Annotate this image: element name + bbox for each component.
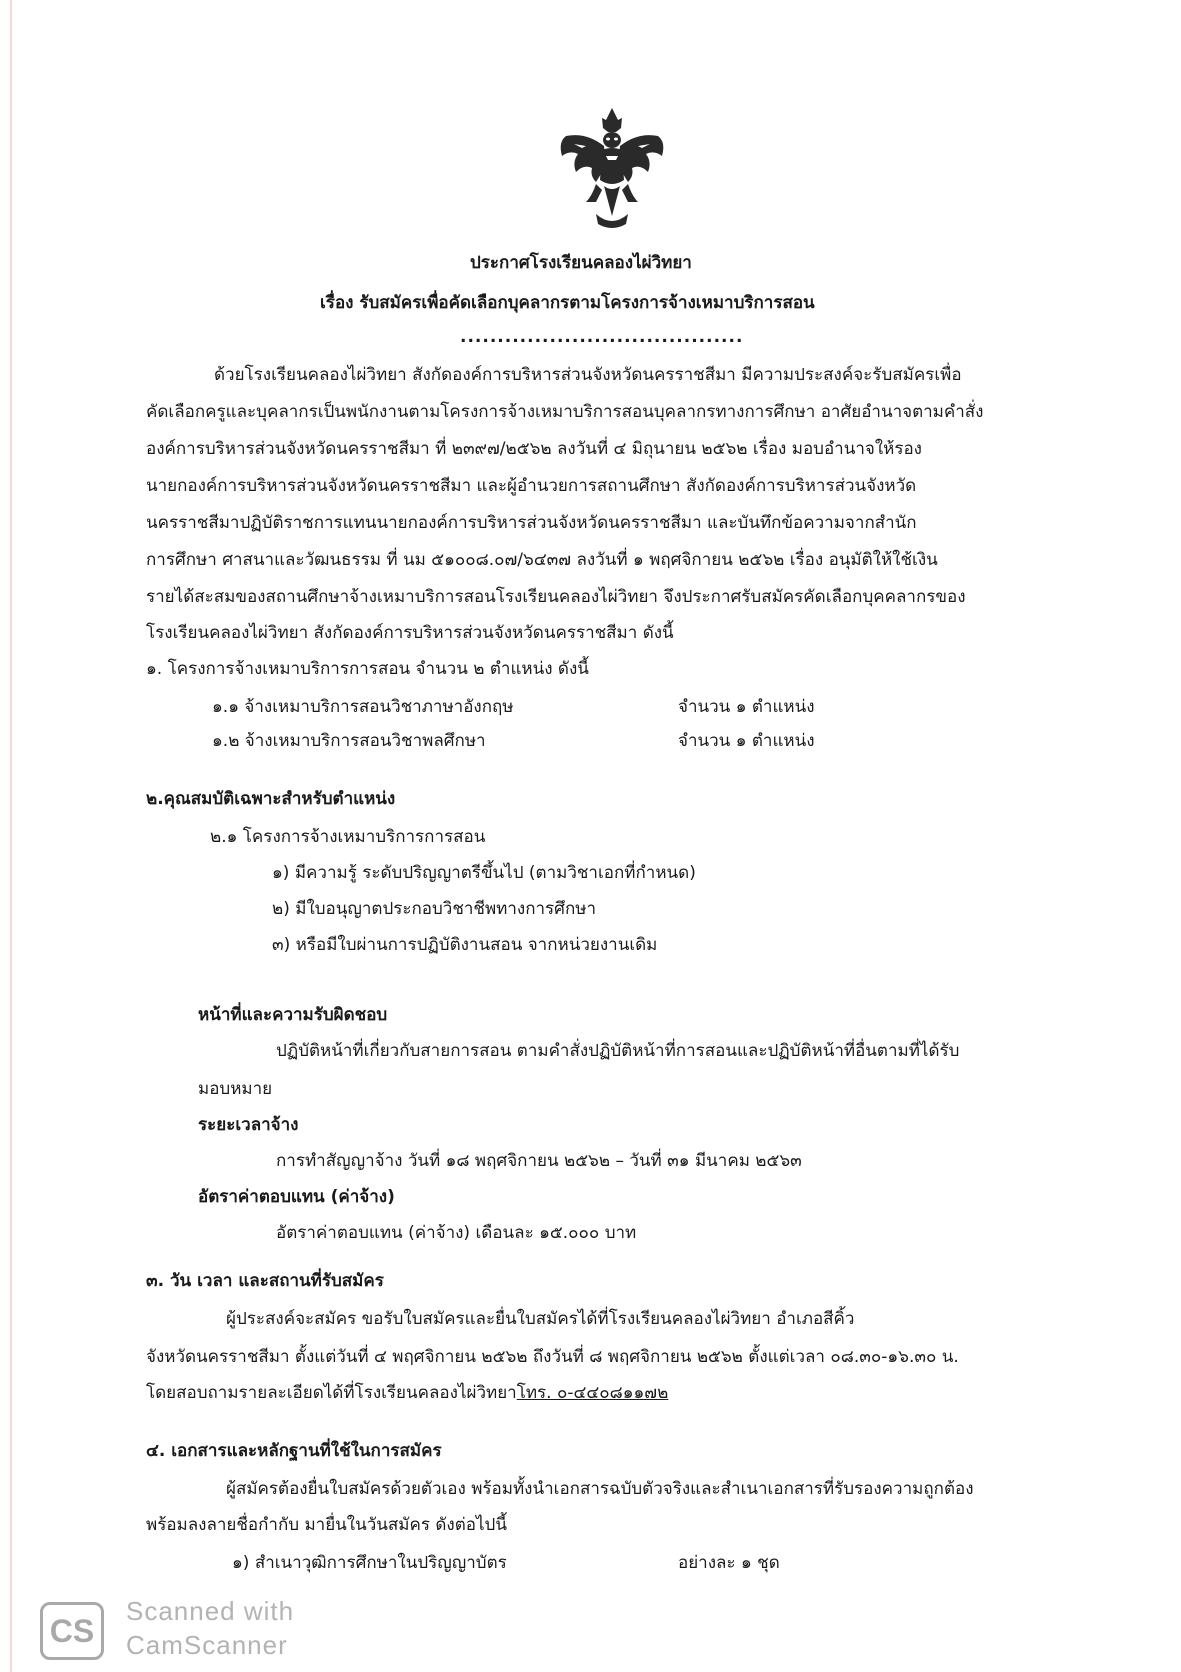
document-item: ๑) สำเนาวุฒิการศึกษาในปริญญาบัตร (232, 1553, 507, 1573)
intro-line: ด้วยโรงเรียนคลองไผ่วิทยา สังกัดองค์การบริหารส่วนจังหวัดนครราชสีมา มีความประสงค์จะรับสมัครเพื่อ (214, 365, 962, 385)
pay-text: อัตราค่าตอบแทน (ค่าจ้าง) เดือนละ ๑๕.๐๐๐ บาท (276, 1223, 637, 1243)
document-item-qty: อย่างละ ๑ ชุด (678, 1553, 780, 1573)
intro-line: คัดเลือกครูและบุคลากรเป็นพนักงานตามโครงการจ้างเหมาบริการสอนบุคลากรทางการศึกษา อาศัยอำนาจตามคำสั่ง (146, 402, 984, 422)
intro-line: รายได้สะสมของสถานศึกษาจ้างเหมาบริการสอนโรงเรียนคลองไผ่วิทยา จึงประกาศรับสมัครคัดเลือกบุคคลากรของ (146, 587, 966, 607)
announcement-subject: เรื่อง รับสมัครเพื่อคัดเลือกบุคลากรตามโครงการจ้างเหมาบริการสอน (320, 293, 815, 313)
page-edge-mark (10, 0, 12, 1672)
duties-heading: หน้าที่และความรับผิดชอบ (198, 1005, 388, 1025)
position-item-name: ๑.๒ จ้างเหมาบริการสอนวิชาพลศึกษา (212, 731, 486, 751)
section-2-subheading: ๒.๑ โครงการจ้างเหมาบริการการสอน (210, 827, 486, 847)
camscanner-logo-icon: CS (40, 1602, 104, 1660)
section-4-heading: ๔. เอกสารและหลักฐานที่ใช้ในการสมัคร (146, 1441, 442, 1461)
section-1-heading: ๑. โครงการจ้างเหมาบริการการสอน จำนวน ๒ ตำแหน่ง ดังนี้ (146, 659, 589, 679)
duties-text: มอบหมาย (198, 1079, 273, 1099)
pay-heading: อัตราค่าตอบแทน (ค่าจ้าง) (198, 1187, 395, 1207)
application-text: ผู้ประสงค์จะสมัคร ขอรับใบสมัครและยื่นใบสมัครได้ที่โรงเรียนคลองไผ่วิทยา อำเภอสีคิ้ว (226, 1309, 855, 1329)
camscanner-watermark (40, 1592, 330, 1670)
application-text (146, 1382, 668, 1404)
section-2-heading: ๒.คุณสมบัติเฉพาะสำหรับตำแหน่ง (146, 789, 396, 809)
title-separator: ...................................... (460, 327, 744, 347)
documents-text: พร้อมลงลายชื่อกำกับ มายื่นในวันสมัคร ดังต่อไปนี้ (146, 1515, 507, 1535)
intro-line: โรงเรียนคลองไผ่วิทยา สังกัดองค์การบริหารส่วนจังหวัดนครราชสีมา ดังนี้ (146, 623, 674, 643)
position-item-name: ๑.๑ จ้างเหมาบริการสอนวิชาภาษาอังกฤษ (212, 697, 514, 717)
garuda-emblem-icon (556, 106, 668, 232)
intro-line: องค์การบริหารส่วนจังหวัดนครราชสีมา ที่ ๒๓๙๗/๒๕๖๒ ลงวันที่ ๔ มิถุนายน ๒๕๖๒ เรื่อง มอบอำนาจให้รอง (146, 439, 922, 459)
watermark-line: CamScanner (126, 1630, 288, 1660)
period-text: การทำสัญญาจ้าง วันที่ ๑๘ พฤศจิกายน ๒๕๖๒ – วันที่ ๓๑ มีนาคม ๒๕๖๓ (276, 1151, 802, 1171)
position-item-count: จำนวน ๑ ตำแหน่ง (678, 697, 815, 717)
watermark-line: Scanned with (126, 1596, 295, 1626)
period-heading: ระยะเวลาจ้าง (198, 1115, 299, 1135)
intro-line: การศึกษา ศาสนาและวัฒนธรรม ที่ นม ๕๑๐๐๘.๐๗/๖๔๓๗ ลงวันที่ ๑ พฤศจิกายน ๒๕๖๒ เรื่อง อนุมัติให้ใช้เงิน (146, 550, 938, 570)
application-text: จังหวัดนครราชสีมา ตั้งแต่วันที่ ๔ พฤศจิกายน ๒๕๖๒ ถึงวันที่ ๘ พฤศจิกายน ๒๕๖๒ ตั้งแต่เวลา ๐๘.๓๐-๑๖.๓๐ น. (146, 1347, 959, 1367)
duties-text: ปฏิบัติหน้าที่เกี่ยวกับสายการสอน ตามคำสั่งปฏิบัติหน้าที่การสอนและปฏิบัติหน้าที่อื่นตามที่ได้รับ (276, 1041, 960, 1061)
contact-text: โดยสอบถามรายละเอียดได้ที่โรงเรียนคลองไผ่วิทยา (146, 1383, 517, 1403)
section-3-heading: ๓. วัน เวลา และสถานที่รับสมัคร (146, 1271, 384, 1291)
qualification-item: ๓) หรือมีใบผ่านการปฏิบัติงานสอน จากหน่วยงานเดิม (272, 935, 658, 955)
intro-line: นครราชสีมาปฏิบัติราชการแทนนายกองค์การบริหารส่วนจังหวัดนครราชสีมา และบันทึกข้อความจากสำนัก (146, 513, 917, 533)
qualification-item: ๑) มีความรู้ ระดับปริญญาตรีขึ้นไป (ตามวิชาเอกที่กำหนด) (272, 863, 696, 883)
contact-phone: โทร. ๐-๔๔๐๘๑๑๗๒ (516, 1383, 669, 1403)
qualification-item: ๒) มีใบอนุญาตประกอบวิชาชีพทางการศึกษา (272, 899, 597, 919)
intro-line: นายกองค์การบริหารส่วนจังหวัดนครราชสีมา และผู้อำนวยการสถานศึกษา สังกัดองค์การบริหารส่วนจังหวัด (146, 476, 917, 496)
position-item-count: จำนวน ๑ ตำแหน่ง (678, 731, 815, 751)
announcement-title: ประกาศโรงเรียนคลองไผ่วิทยา (470, 253, 692, 273)
documents-text: ผู้สมัครต้องยื่นใบสมัครด้วยตัวเอง พร้อมทั้งนำเอกสารฉบับตัวจริงและสำเนาเอกสารที่รับรองความถูกต้อง (226, 1479, 974, 1499)
